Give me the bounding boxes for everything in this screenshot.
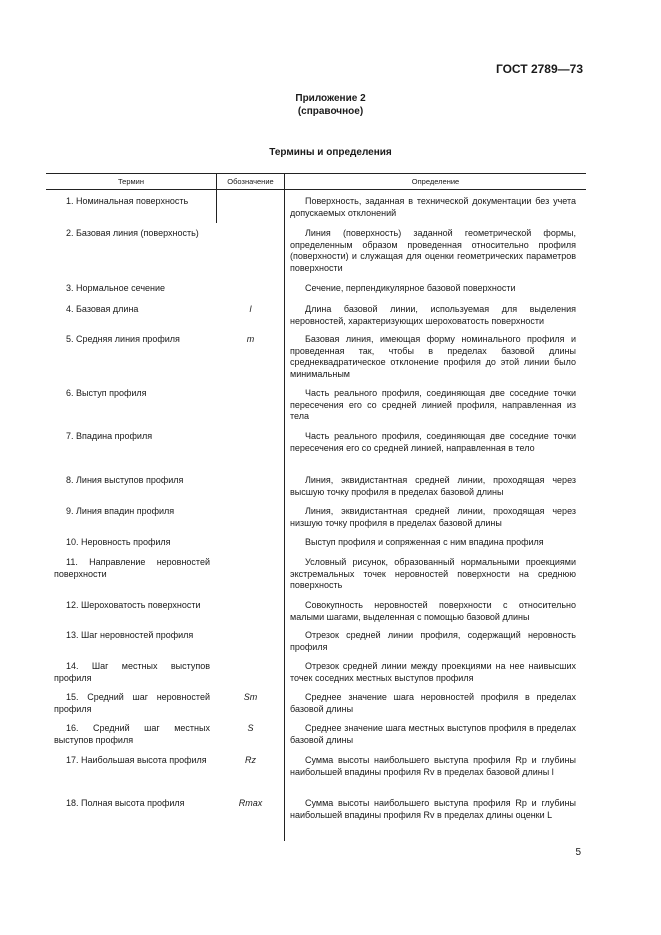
terms-table <box>46 173 586 841</box>
row-definition: Поверхность, заданная в технической документации без учета допускаемых отклонений <box>290 196 576 218</box>
appendix-subtitle: (справочное) <box>297 106 364 117</box>
row-definition: Отрезок средней линии между проекциями на нее наивысших точек соседних местных выступов профиля <box>290 661 576 683</box>
appendix-title: Приложение 2 <box>295 93 366 104</box>
row-definition: Сечение, перпендикулярное базовой поверхности <box>305 283 516 293</box>
row-symbol: l <box>249 304 252 314</box>
row-term: 4. Базовая длина <box>66 304 139 314</box>
row-definition: Базовая линия, имеющая форму номинального профиля и проведенная так, чтобы в пределах базовой длины среднеквадратическое отклонение профиля до этой линии было минимальным <box>290 334 576 380</box>
row-term: 2. Базовая линия (поверхность) <box>66 228 199 238</box>
row-symbol: Sm <box>243 692 258 702</box>
row-term: 16. Средний шаг местных выступов профиля <box>54 723 210 745</box>
row-symbol: Rz <box>245 755 256 765</box>
row-definition: Линия, эквидистантная средней линии, проходящая через низшую точку профиля в пределах базовой длины <box>290 506 576 528</box>
row-term: 12. Шероховатость поверхности <box>66 600 201 610</box>
column-header-symbol: Обозначение <box>227 177 274 186</box>
table-top-rule <box>46 173 586 174</box>
row-term: 3. Нормальное сечение <box>66 283 166 293</box>
row-definition: Линия (поверхность) заданной геометрической формы, определенным образом проведенная относительно профиля (поверхности) и служащая для оценки геометрических параметров поверхности <box>290 228 576 274</box>
row-term: 13. Шаг неровностей профиля <box>66 630 194 640</box>
row-definition: Сумма высоты наибольшего выступа профиля Rp и глубины наибольшей впадины профиля Rv в пределах длины оценки L <box>290 798 576 820</box>
column-divider-2 <box>284 173 285 841</box>
row-term: 17. Наибольшая высота профиля <box>66 755 207 765</box>
row-definition: Выступ профиля и сопряженная с ним впадина профиля <box>305 537 544 547</box>
row-definition: Часть реального профиля, соединяющая две соседние точки пересечения его со средней линией, направленная в тело <box>290 431 576 453</box>
row-definition: Длина базовой линии, используемая для выделения неровностей, характеризующих шероховатость поверхности <box>290 304 576 326</box>
table-header-rule <box>46 189 586 190</box>
row-term: 10. Неровность профиля <box>66 537 171 547</box>
row-symbol: S <box>247 723 254 733</box>
document-id: ГОСТ 2789—73 <box>495 62 583 76</box>
row-term: 1. Номинальная поверхность <box>66 196 189 206</box>
row-term: 7. Впадина профиля <box>66 431 153 441</box>
row-definition: Среднее значение шага местных выступов профиля в пределах базовой длины <box>290 723 576 745</box>
row-term: 8. Линия выступов профиля <box>66 475 184 485</box>
row-term: 14. Шаг местных выступов профиля <box>54 661 210 683</box>
appendix-heading <box>0 92 661 118</box>
row-definition: Сумма высоты наибольшего выступа профиля Rp и глубины наибольшей впадины профиля Rv в пределах базовой длины l <box>290 755 576 777</box>
row-term: 11. Направление неровностей поверхности <box>54 557 210 579</box>
row-term: 15. Средний шаг неровностей профиля <box>54 692 210 714</box>
row-symbol: m <box>246 334 255 344</box>
row-definition: Линия, эквидистантная средней линии, проходящая через высшую точку профиля в пределах базовой длины <box>290 475 576 497</box>
page-number: 5 <box>575 847 581 858</box>
row-definition: Среднее значение шага неровностей профиля в пределах базовой длины <box>290 692 576 714</box>
row-term: 5. Средняя линия профиля <box>66 334 180 344</box>
row-definition: Отрезок средней линии профиля, содержащий неровность профиля <box>290 630 576 652</box>
column-header-term: Термин <box>118 177 144 186</box>
row-definition: Совокупность неровностей поверхности с относительно малыми шагами, выделенная с помощью базовой длины <box>290 600 576 622</box>
row-term: 18. Полная высота профиля <box>66 798 185 808</box>
row-definition: Условный рисунок, образованный нормальными проекциями экстремальных точек неровностей поверхности на среднюю поверхность <box>290 557 576 591</box>
row-symbol: Rmax <box>238 798 263 808</box>
column-header-definition: Определение <box>411 177 460 186</box>
row-definition: Часть реального профиля, соединяющая две соседние точки пересечения его со средней линией профиля, направленная из тела <box>290 388 576 422</box>
section-title: Термины и определения <box>269 147 392 158</box>
row-term: 6. Выступ профиля <box>66 388 147 398</box>
row-term: 9. Линия впадин профиля <box>66 506 175 516</box>
